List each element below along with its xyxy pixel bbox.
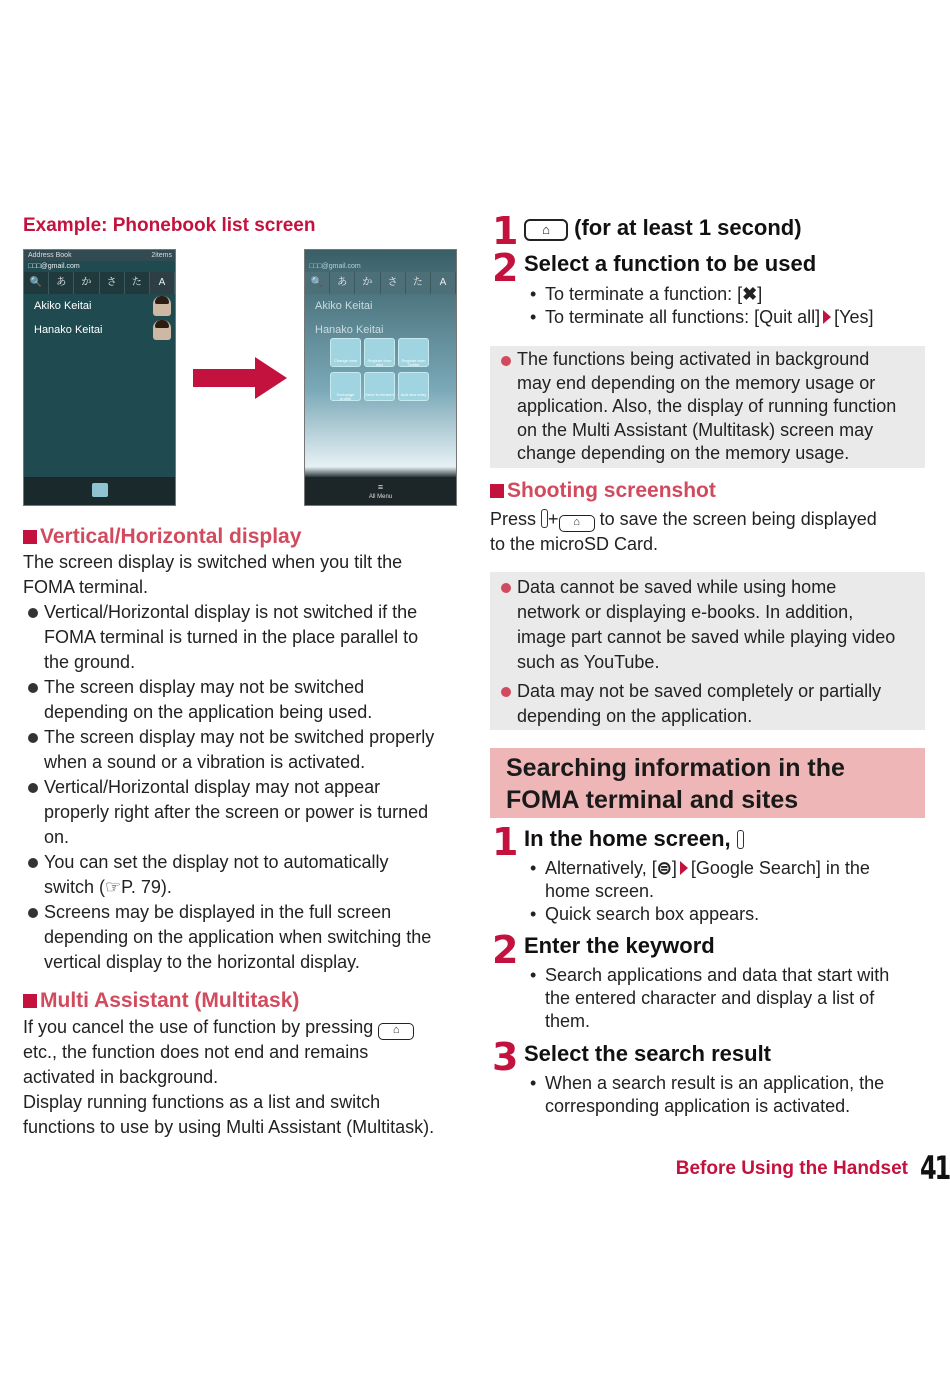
index-tabs — [305, 272, 456, 294]
side-key-icon — [541, 509, 548, 528]
vertical-horizontal-heading — [23, 524, 301, 550]
contact-row — [24, 318, 175, 342]
bullet-item — [496, 679, 921, 729]
heading-text: Shooting screenshot — [507, 479, 716, 502]
text-line: Vertical/Horizontal display is not switched if the — [44, 602, 418, 622]
text-span: To terminate all functions: [Quit all] — [545, 307, 821, 327]
all-menu-label: All Menu — [368, 494, 393, 500]
bullet-item — [23, 600, 463, 675]
multi-assistant-text — [23, 1015, 468, 1140]
status-title: Address Book — [28, 252, 72, 259]
tile-change-view: Change view — [330, 338, 361, 367]
account-label: □□□@gmail.com — [28, 263, 80, 270]
note-box — [490, 346, 925, 468]
sub-item — [524, 964, 924, 1033]
tile-exchange-profile: Exchange profile — [330, 372, 361, 401]
text-line: may end depending on the memory usage or — [517, 372, 876, 393]
home-key-icon: ⌂ — [524, 219, 568, 241]
text-line: depending on the application. — [517, 706, 753, 726]
step-title: Select the search result — [524, 1041, 772, 1066]
text-line: The functions being activated in background — [517, 349, 870, 369]
text-line: You can set the display not to automatically — [44, 852, 389, 872]
contact-row — [305, 294, 456, 318]
note-box — [490, 572, 925, 730]
side-key-icon — [737, 830, 744, 849]
text-line: depending on the application when switching the — [44, 927, 432, 947]
bullet-item — [23, 775, 463, 850]
status-bar — [24, 250, 175, 261]
multi-assistant-screenshot — [304, 249, 457, 506]
account-label: □□□@gmail.com — [309, 263, 361, 270]
bullet-item — [23, 725, 463, 775]
text-line: Vertical/Horizontal display may not appear — [44, 777, 381, 797]
step-number: 2 — [492, 246, 519, 290]
text-line: properly right after the screen or power is turned — [44, 802, 429, 822]
tab-alpha: A — [431, 272, 456, 294]
contact-name: Akiko Keitai — [34, 300, 92, 312]
status-count: 2items — [151, 252, 172, 259]
footer-section-title: Before Using the Handset — [675, 1158, 908, 1179]
text-span: [Yes] — [834, 307, 874, 327]
tab-sa: さ — [100, 272, 125, 294]
tile-add-entry: Add new entry — [398, 372, 429, 401]
sub-item — [524, 857, 924, 903]
text-span: Alternatively, [ — [545, 858, 657, 878]
text-line: home screen. — [545, 881, 655, 901]
text-line: Data cannot be saved while using home — [517, 577, 837, 597]
arrow-icon — [680, 861, 688, 875]
vertical-intro — [23, 550, 463, 600]
step-number: 2 — [492, 928, 519, 972]
section-title — [506, 752, 845, 816]
tab-ta: た — [125, 272, 150, 294]
tab-search: 🔍 — [305, 272, 330, 294]
text-line: Searching information in the — [506, 754, 845, 782]
shooting-text — [490, 507, 930, 556]
bullet-item — [23, 850, 463, 900]
step-title-text: In the home screen, — [524, 826, 731, 851]
menu-key-icon: ⊜ — [656, 858, 672, 878]
text-line: vertical display to the horizontal display. — [44, 952, 360, 972]
tab-search: 🔍 — [24, 272, 49, 294]
text-line: Data may not be saved completely or partially — [517, 681, 882, 701]
bullet-item — [496, 348, 921, 466]
tab-alpha: A — [150, 272, 175, 294]
tab-ta: た — [406, 272, 431, 294]
step-number: 1 — [492, 820, 519, 864]
text-line: image part cannot be saved while playing video — [517, 627, 896, 647]
contact-name: Hanako Keitai — [315, 324, 384, 336]
heading-text: Vertical/Horizontal display — [40, 525, 302, 548]
text-line: the ground. — [44, 652, 136, 672]
text-line: Display running functions as a list and switch — [23, 1092, 381, 1112]
sub-item — [524, 283, 924, 306]
step-sub-list — [524, 283, 924, 329]
text-line: such as YouTube. — [517, 652, 660, 672]
contact-name: Hanako Keitai — [34, 324, 103, 336]
text-span: [Google Search] in the — [690, 858, 870, 878]
text-span: ] — [757, 284, 763, 304]
step-number: 1 — [492, 209, 519, 253]
square-bullet-icon — [23, 994, 37, 1008]
shooting-screenshot-heading — [490, 478, 716, 504]
bottom-bar — [24, 477, 175, 505]
bullet-item — [23, 900, 463, 975]
text-line: on the Multi Assistant (Multitask) screen may — [517, 419, 874, 440]
text-line: depending on the application being used. — [44, 702, 373, 722]
multi-assistant-heading — [23, 988, 299, 1014]
text-line: • When a search result is an application, the — [545, 1073, 885, 1093]
text-line: application. Also, the display of running function — [517, 396, 897, 416]
step-sub-list — [524, 857, 924, 926]
text-span: to save the screen being displayed — [599, 509, 877, 529]
text-line — [23, 1015, 468, 1040]
close-icon: ✖ — [742, 284, 758, 304]
text-line: functions to use by using Multi Assistant (Multitask). — [23, 1117, 435, 1137]
tile-register-mixi: Register from mixi — [364, 338, 395, 367]
multitask-icon — [92, 483, 108, 497]
sub-item: • Quick search box appears. — [524, 903, 924, 926]
text-line: Screens may be displayed in the full screen — [44, 902, 392, 922]
text-line: The screen display is switched when you tilt the — [23, 552, 403, 572]
text-line: FOMA terminal and sites — [506, 786, 799, 814]
tab-a: あ — [49, 272, 74, 294]
step-title — [524, 215, 802, 241]
tab-sa: さ — [381, 272, 406, 294]
bottom-bar — [305, 477, 456, 505]
text-line: • Search applications and data that start with — [545, 965, 890, 985]
tile-register-twitter: Register from Twitter — [398, 338, 429, 367]
step-title: Select a function to be used — [524, 251, 817, 276]
sub-item — [524, 306, 924, 329]
text-line: corresponding application is activated. — [545, 1096, 851, 1116]
text-span: To terminate a function: [ — [545, 284, 743, 304]
text-line: network or displaying e-books. In addition, — [517, 602, 854, 622]
text-line: The screen display may not be switched — [44, 677, 365, 697]
text-line: when a sound or a vibration is activated. — [44, 752, 366, 772]
menu-icon: ≡ — [377, 482, 384, 492]
text-span: If you cancel the use of function by pressing — [23, 1017, 374, 1037]
tab-ka: か — [355, 272, 380, 294]
section-banner — [490, 748, 925, 818]
text-line: on. — [44, 827, 70, 847]
tab-ka: か — [74, 272, 99, 294]
step-title — [524, 826, 744, 852]
text-line — [490, 507, 930, 532]
sub-item — [524, 1072, 924, 1118]
tab-a: あ — [330, 272, 355, 294]
text-span: Press — [490, 509, 537, 529]
phonebook-screenshot — [23, 249, 176, 506]
text-line: them. — [545, 1011, 591, 1031]
step-sub-list — [524, 964, 924, 1033]
contact-row — [24, 294, 175, 318]
step-sub-list — [524, 1072, 924, 1118]
step-title: Enter the keyword — [524, 933, 715, 958]
home-key-icon: ⌂ — [559, 515, 595, 532]
square-bullet-icon — [23, 530, 37, 544]
index-tabs — [24, 272, 175, 294]
step-title-text: (for at least 1 second) — [574, 215, 802, 240]
arrow-icon — [823, 310, 831, 324]
text-line: to the microSD Card. — [490, 534, 659, 554]
page-reference-link[interactable]: switch (☞P. 79). — [44, 877, 172, 897]
text-line: etc., the function does not end and remains — [23, 1042, 369, 1062]
page-number: 41 — [920, 1149, 949, 1187]
text-span: + — [548, 509, 559, 529]
bullet-item — [23, 675, 463, 725]
text-line: The screen display may not be switched properly — [44, 727, 435, 747]
home-key-icon: ⌂ — [378, 1023, 414, 1040]
example-heading: Example: Phonebook list screen — [23, 215, 316, 236]
heading-text: Multi Assistant (Multitask) — [40, 989, 300, 1012]
text-line: FOMA terminal is turned in the place parallel to — [44, 627, 419, 647]
text-line: activated in background. — [23, 1067, 219, 1087]
avatar — [153, 296, 171, 316]
step-number: 3 — [492, 1035, 519, 1079]
tile-send-infrared: Send to infrared — [364, 372, 395, 401]
text-span: ] — [671, 858, 677, 878]
contact-name: Akiko Keitai — [315, 300, 373, 312]
avatar — [153, 320, 171, 340]
vertical-bullets — [23, 600, 463, 975]
bullet-item — [496, 575, 921, 675]
text-line: change depending on the memory usage. — [517, 443, 850, 463]
square-bullet-icon — [490, 484, 504, 498]
arrow-right-icon — [193, 357, 288, 399]
text-line: the entered character and display a list of — [545, 988, 875, 1008]
text-line: FOMA terminal. — [23, 577, 149, 597]
